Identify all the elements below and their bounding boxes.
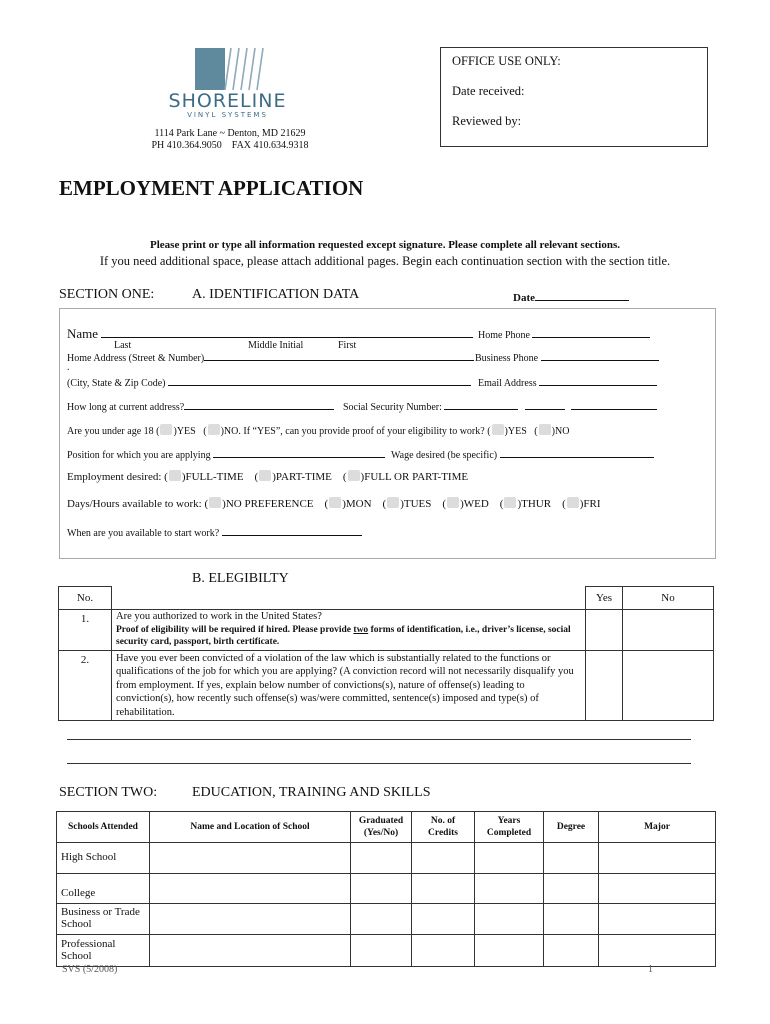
- education-row: [57, 843, 716, 874]
- education-cell[interactable]: [475, 874, 544, 904]
- eligibility-row: [59, 650, 714, 721]
- no-preference-checkbox[interactable]: [209, 497, 221, 508]
- eligibility-row-num: 1.: [59, 610, 112, 651]
- education-cell[interactable]: [475, 843, 544, 874]
- education-cell[interactable]: [599, 874, 716, 904]
- thur-label: THUR: [521, 498, 552, 510]
- education-cell[interactable]: [544, 874, 599, 904]
- eligibility-question-text: Have you ever been convicted of a violation of the law which is substantially related to the functions or qualifications of the job for which you are applying? (A conviction record will not necessarily disqualify you from employment. If yes, explain below number of convictions(s), nature of offense(s) leading to conviction(s), how recently such offense(s) was/were committed, sentence(s) imposed and type(s) of rehabilitation.: [116, 652, 574, 718]
- part-time-checkbox[interactable]: [259, 470, 271, 481]
- how-long-field[interactable]: [67, 400, 334, 413]
- education-cell[interactable]: [150, 904, 351, 935]
- email-field[interactable]: [478, 376, 657, 389]
- office-use-box: [440, 47, 708, 147]
- date-received-label: Date received:: [452, 84, 525, 98]
- education-row: [57, 904, 716, 935]
- school-type-label: Professional School: [57, 935, 150, 967]
- education-cell[interactable]: [599, 935, 716, 967]
- employment-desired: Employment desired: ( )FULL-TIME ( )PART-TIME ( )FULL OR PART-TIME: [67, 471, 469, 483]
- proof-no-checkbox[interactable]: [539, 424, 551, 435]
- tues-label: TUES: [403, 498, 432, 510]
- eligibility-question: [112, 650, 586, 721]
- full-or-part-label: FULL OR PART-TIME: [364, 471, 469, 483]
- tues-checkbox[interactable]: [387, 497, 399, 508]
- reviewed-by-label: Reviewed by:: [452, 114, 522, 128]
- wage-field[interactable]: [391, 448, 654, 461]
- thur-checkbox[interactable]: [504, 497, 516, 508]
- full-time-checkbox[interactable]: [169, 470, 181, 481]
- mon-label: MON: [345, 498, 372, 510]
- page-title: EMPLOYMENT APPLICATION: [59, 176, 364, 200]
- education-cell[interactable]: [412, 874, 475, 904]
- education-cell[interactable]: [150, 935, 351, 967]
- col-credits: No. of Credits: [412, 812, 475, 843]
- proof-no-label: NO: [554, 426, 570, 437]
- home-address-field[interactable]: [67, 351, 474, 364]
- section-two-heading: SECTION TWO:: [59, 785, 158, 800]
- education-cell[interactable]: [412, 935, 475, 967]
- company-phone-fax: PH 410.364.9050 FAX 410.634.9318: [151, 140, 309, 151]
- school-type-label: High School: [57, 843, 150, 874]
- date-label: Date: [513, 292, 535, 304]
- wage-label: Wage desired (be specific): [391, 450, 498, 461]
- eligibility-yes-cell[interactable]: [586, 650, 623, 721]
- last-label: Last: [114, 340, 132, 351]
- school-type-label: College: [57, 874, 150, 904]
- age-yes-checkbox[interactable]: [160, 424, 172, 435]
- col-major: Major: [599, 812, 716, 843]
- ssn-label: Social Security Number:: [343, 402, 442, 413]
- eligibility-no-cell[interactable]: [623, 610, 714, 651]
- explanation-line-1[interactable]: [67, 739, 691, 740]
- education-cell[interactable]: [544, 935, 599, 967]
- education-cell[interactable]: [351, 874, 412, 904]
- company-address: 1114 Park Lane ~ Denton, MD 21629: [154, 128, 306, 139]
- proof-note-a: Proof of eligibility will be required if hired. Please provide: [116, 624, 354, 635]
- eligibility-heading: B. ELEGIBILTY: [192, 571, 289, 586]
- ssn-field[interactable]: [343, 400, 657, 413]
- education-cell[interactable]: [351, 935, 412, 967]
- education-cell[interactable]: [150, 843, 351, 874]
- employment-desired-label: Employment desired:: [67, 471, 162, 483]
- col-years: Years Completed: [475, 812, 544, 843]
- eligibility-table: [58, 586, 714, 721]
- business-phone-label: Business Phone: [475, 353, 539, 364]
- position-field[interactable]: [67, 448, 385, 461]
- footer-page-number: 1: [648, 964, 653, 975]
- first-label: First: [338, 340, 357, 351]
- age-no-label: NO. If “YES”, can you provide proof of your eligibility to work?: [223, 426, 485, 437]
- logo-wordmark: SHORELINE: [168, 90, 287, 112]
- name-label: Name: [67, 326, 99, 341]
- identification-heading: A. IDENTIFICATION DATA: [192, 287, 360, 302]
- eligibility-question: [112, 610, 586, 651]
- education-cell[interactable]: [475, 935, 544, 967]
- school-type-label: Business or Trade School: [57, 904, 150, 935]
- eligibility-col-yes: Yes: [586, 587, 623, 610]
- middle-initial-label: Middle Initial: [248, 340, 304, 351]
- wed-checkbox[interactable]: [447, 497, 459, 508]
- education-cell[interactable]: [599, 843, 716, 874]
- eligibility-row-num: 2.: [59, 650, 112, 721]
- business-phone-field[interactable]: [475, 351, 659, 364]
- office-use-title: OFFICE USE ONLY:: [452, 54, 561, 68]
- eligibility-col-no: No.: [59, 587, 112, 610]
- eligibility-col-no2: No: [623, 587, 714, 610]
- fri-checkbox[interactable]: [567, 497, 579, 508]
- proof-note-b: forms of identification, i.e., driver’s license, social security card, passport, birth certificate.: [116, 624, 571, 647]
- col-schools-attended: Schools Attended: [57, 812, 150, 843]
- education-cell[interactable]: [475, 904, 544, 935]
- company-logo: [165, 44, 290, 122]
- education-heading: EDUCATION, TRAINING AND SKILLS: [192, 785, 431, 800]
- wed-label: WED: [463, 498, 489, 510]
- fri-label: FRI: [583, 498, 601, 510]
- education-row: [57, 874, 716, 904]
- age-question: Are you under age 18 ( )YES ( )NO. If “YES”, can you provide proof of your eligibility to work? ( )YES ( )NO: [67, 426, 570, 437]
- age-question-label: Are you under age 18: [67, 426, 154, 437]
- how-long-label: How long at current address?: [67, 402, 185, 413]
- proof-yes-checkbox[interactable]: [492, 424, 504, 435]
- home-address-label: Home Address (Street & Number): [67, 353, 205, 364]
- mon-checkbox[interactable]: [329, 497, 341, 508]
- eligibility-yes-cell[interactable]: [586, 610, 623, 651]
- education-cell[interactable]: [599, 904, 716, 935]
- education-cell[interactable]: [351, 843, 412, 874]
- education-cell[interactable]: [412, 904, 475, 935]
- col-graduated: Graduated (Yes/No): [351, 812, 412, 843]
- home-phone-label: Home Phone: [478, 330, 530, 341]
- instructions-line-1: Please print or type all information requested except signature. Please complete all relevant sections.: [150, 239, 620, 251]
- email-label: Email Address: [478, 378, 537, 389]
- education-cell[interactable]: [351, 904, 412, 935]
- education-cell[interactable]: [412, 843, 475, 874]
- logo-tagline: VINYL SYSTEMS: [187, 111, 268, 119]
- date-field[interactable]: [513, 290, 629, 304]
- days-hours-label: Days/Hours available to work:: [67, 498, 202, 510]
- explanation-line-2[interactable]: [67, 763, 691, 764]
- proof-note-underline: two: [353, 624, 369, 635]
- start-field[interactable]: [67, 526, 362, 539]
- stray-dot: .: [67, 362, 70, 373]
- part-time-label: PART-TIME: [275, 471, 332, 483]
- education-cell[interactable]: [150, 874, 351, 904]
- education-table: [56, 811, 716, 967]
- instructions-line-2: If you need additional space, please attach additional pages. Begin each continuation section with the section title.: [99, 254, 671, 268]
- proof-yes-label: YES: [507, 426, 527, 437]
- start-label: When are you available to start work?: [67, 528, 220, 539]
- full-or-part-checkbox[interactable]: [348, 470, 360, 481]
- eligibility-no-cell[interactable]: [623, 650, 714, 721]
- eligibility-row: [59, 610, 714, 651]
- col-degree: Degree: [544, 812, 599, 843]
- col-name-location: Name and Location of School: [150, 812, 351, 843]
- days-hours-available: Days/Hours available to work: ( )NO PREFERENCE ( )MON ( )TUES ( )WED ( )THUR ( )FRI: [67, 498, 601, 510]
- eligibility-question-text: Are you authorized to work in the United States?: [116, 611, 322, 622]
- logo-mark-icon: [165, 44, 290, 94]
- section-one-heading: SECTION ONE:: [59, 287, 155, 302]
- no-preference-label: NO PREFERENCE: [225, 498, 314, 510]
- full-time-label: FULL-TIME: [185, 471, 244, 483]
- footer-revision: SVS (5/2008): [62, 964, 118, 975]
- home-phone-field[interactable]: [478, 328, 650, 341]
- education-cell[interactable]: [544, 843, 599, 874]
- education-cell[interactable]: [544, 904, 599, 935]
- education-row: [57, 935, 716, 967]
- age-yes-label: YES: [176, 426, 196, 437]
- position-label: Position for which you are applying: [67, 450, 211, 461]
- age-no-checkbox[interactable]: [208, 424, 220, 435]
- city-label: (City, State & Zip Code): [67, 378, 166, 389]
- city-field[interactable]: [67, 376, 471, 389]
